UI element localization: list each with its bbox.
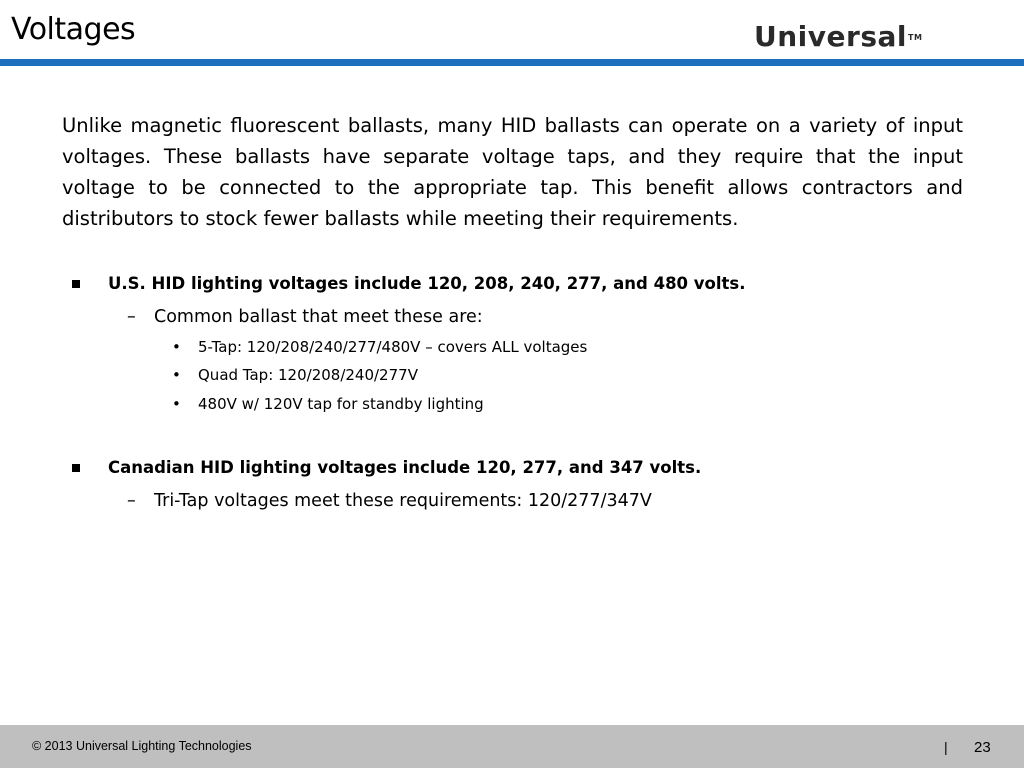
canada-heading-text: Canadian HID lighting voltages include 120, 277, and 347 volts. — [108, 458, 702, 477]
dot-bullet-icon: • — [172, 395, 181, 413]
us-sub-text: Common ballast that meet these are: — [154, 307, 483, 327]
copyright-text: © 2013 Universal Lighting Technologies — [32, 739, 252, 753]
logo-trademark: TM — [907, 33, 923, 42]
dash-bullet-icon: – — [127, 307, 136, 327]
logo-text: Universal — [754, 20, 907, 53]
us-item-text: 5-Tap: 120/208/240/277/480V – covers ALL voltages — [198, 338, 588, 356]
dot-bullet-icon: • — [172, 338, 181, 356]
us-item-text: 480V w/ 120V tap for standby lighting — [198, 395, 484, 413]
canada-sub-text: Tri-Tap voltages meet these requirements: 120/277/347V — [154, 491, 652, 511]
intro-paragraph: Unlike magnetic fluorescent ballasts, many HID ballasts can operate on a variety of input voltages. These ballasts have separate voltage taps, and they require that the input voltage to be connected to the appropriate tap. This benefit allows contractors and distributors to stock fewer ballasts while meeting their requirements. — [62, 114, 963, 230]
slide-title: Voltages — [11, 12, 136, 47]
universal-logo — [754, 22, 922, 52]
page-number: 23 — [974, 739, 991, 756]
dot-bullet-icon: • — [172, 366, 181, 384]
footer-bar — [0, 725, 1024, 768]
header-rule — [0, 59, 1024, 66]
square-bullet-icon — [72, 464, 80, 472]
dash-bullet-icon: – — [127, 491, 136, 511]
square-bullet-icon — [72, 280, 80, 288]
footer-separator: | — [944, 739, 948, 755]
us-heading-text: U.S. HID lighting voltages include 120, 208, 240, 277, and 480 volts. — [108, 274, 746, 293]
us-item-text: Quad Tap: 120/208/240/277V — [198, 366, 418, 384]
